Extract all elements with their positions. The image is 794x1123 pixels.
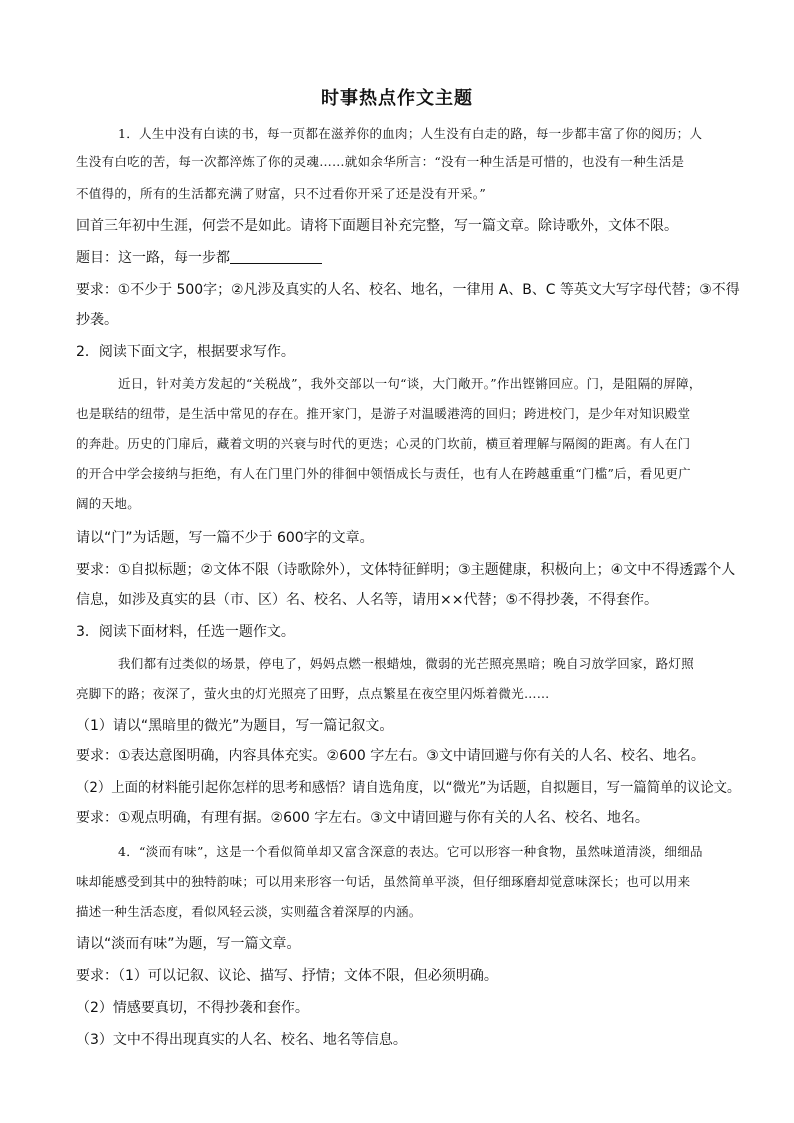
q3-requirement-2: 要求：①观点明确，有理有据。②600 字左右。③文中请回避与你有关的人名、校名、地名。 [76,810,649,826]
q4-instruction: 请以“淡而有味”为题，写一篇文章。 [76,936,301,952]
q2-instruction: 请以“门”为话题，写一篇不少于 600字的文章。 [76,530,374,546]
q1-topic-text: 题目：这一路，每一步都 [76,250,230,266]
q4-requirement: （2）情感要真切，不得抄袭和套作。 [76,1000,309,1016]
q1-requirement: 要求：①不少于 500字；②凡涉及真实的人名、校名、地名，一律用 A、B、C 等英文大写字母代替；③不得 [76,282,740,298]
q3-passage-line: 亮脚下的路；夜深了，萤火虫的灯光照亮了田野，点点繁星在夜空里闪烁着微光…… [76,686,550,701]
q4-passage-line: 味却能感受到其中的独特韵味；可以用来形容一句话，虽然简单平淡，但仔细琢磨却觉意味深长；也可以用来 [76,874,691,889]
q1-instruction: 回首三年初中生涯，何尝不是如此。请将下面题目补充完整，写一篇文章。除诗歌外，文体不限。 [76,218,678,234]
q2-requirement: 信息，如涉及真实的县（市、区）名、校名、人名等，请用××代替；⑤不得抄袭，不得套作。 [76,592,659,608]
q2-requirement: 要求：①自拟标题；②文体不限（诗歌除外），文体特征鲜明；③主题健康，积极向上；④文中不得透露个人 [76,562,736,578]
q2-passage-line: 也是联结的纽带，是生活中常见的存在。推开家门，是游子对温暖港湾的回归；跨进校门，是少年对知识殿堂 [76,406,691,421]
q4-passage-line: 4．“淡而有味”，这是一个看似简单却又富含深意的表达。它可以形容一种食物，虽然味道清淡，细细品 [118,844,703,859]
q2-passage-line: 的奔赴。历史的门扉后，藏着文明的兴衰与时代的更迭；心灵的门坎前，横亘着理解与隔阂的距离。有人在门 [76,436,691,451]
q2-passage-line: 阔的天地。 [76,496,141,511]
q2-heading: 2．阅读下面文字，根据要求写作。 [76,344,295,360]
q3-option-1: （1）请以“黑暗里的微光”为题目，写一篇记叙文。 [76,718,394,734]
q2-passage-line: 的开合中学会接纳与拒绝，有人在门里门外的徘徊中领悟成长与责任，也有人在跨越重重“门槛”后，看见更广 [76,466,691,481]
q1-topic [76,248,322,268]
q4-requirement: （3）文中不得出现真实的人名、校名、地名等信息。 [76,1032,407,1048]
q2-passage-line: 近日，针对美方发起的“关税战”，我外交部以一句“谈，大门敞开。”作出铿锵回应。门，是阻隔的屏障， [118,376,702,391]
q3-heading: 3．阅读下面材料，任选一题作文。 [76,624,295,640]
q3-option-2: （2）上面的材料能引起你怎样的思考和感悟？请自选角度，以“微光”为话题，自拟题目，写一篇简单的议论文。 [76,780,741,796]
q4-passage-line: 描述一种生活态度，看似风轻云淡，实则蕴含着深厚的内涵。 [76,904,422,919]
q1-passage-line: 1．人生中没有白读的书，每一页都在滋养你的血肉；人生没有白走的路，每一步都丰富了你的阅历；人 [118,126,703,141]
q3-requirement-1: 要求：①表达意图明确，内容具体充实。②600 字左右。③文中请回避与你有关的人名、校名、地名。 [76,748,705,764]
q1-passage-line: 生没有白吃的苦，每一次都淬炼了你的灵魂……就如余华所言：“没有一种生活是可惜的，也没有一种生活是 [76,154,685,169]
q1-requirement: 抄袭。 [76,312,118,328]
q1-passage-line: 不值得的，所有的生活都充满了财富，只不过看你开采了还是没有开采。” [76,186,487,201]
q3-passage-line: 我们都有过类似的场景，停电了，妈妈点燃一根蜡烛，微弱的光芒照亮黑暗；晚自习放学回家，路灯照 [118,656,695,671]
page-title: 时事热点作文主题 [321,88,473,109]
q1-topic-blank [230,249,322,264]
q4-requirement: 要求：（1）可以记叙、议论、描写、抒情；文体不限，但必须明确。 [76,968,498,984]
